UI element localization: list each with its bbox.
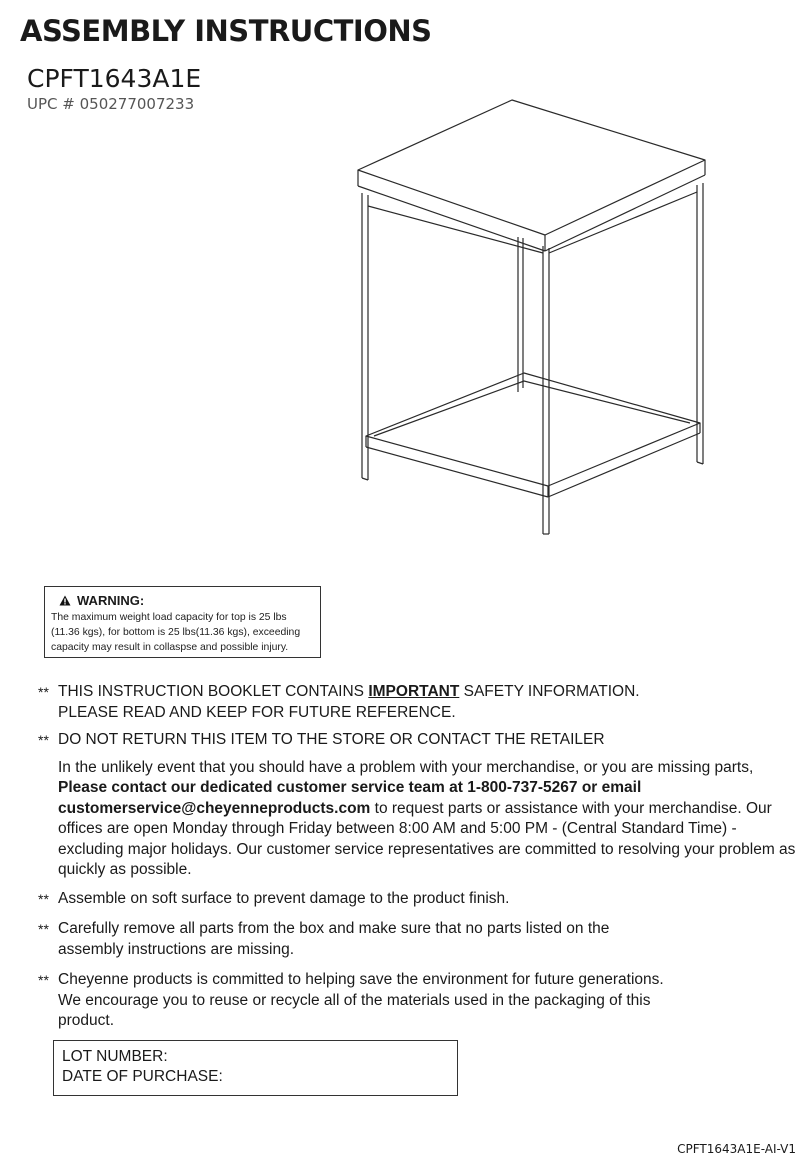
customer-service-paragraph xyxy=(38,758,798,881)
environment-text: Cheyenne products is committed to helping save the environment for future generations. We encourage you to reuse or recycle all of the materials used in the packaging of this product. xyxy=(58,971,664,1029)
note-marker: ** xyxy=(38,684,49,700)
note-marker: ** xyxy=(38,732,49,748)
warning-box xyxy=(44,586,321,658)
model-number: CPFT1643A1E xyxy=(27,64,202,93)
safety-line2: PLEASE READ AND KEEP FOR FUTURE REFERENCE. xyxy=(58,703,456,721)
warning-title: WARNING: xyxy=(77,593,145,608)
important-label: IMPORTANT xyxy=(368,683,460,700)
warning-line: (11.36 kgs), for bottom is 25 lbs(11.36 kgs), exceeding xyxy=(51,627,301,638)
soft-surface-text: Assemble on soft surface to prevent damage to the product finish. xyxy=(58,889,510,907)
safety-text-end: SAFETY INFORMATION. xyxy=(459,683,640,700)
warning-triangle-icon xyxy=(59,595,71,606)
page-title: ASSEMBLY INSTRUCTIONS xyxy=(20,14,432,48)
warning-line: capacity may result in collaspse and possible injury. xyxy=(51,642,289,653)
lot-info-box xyxy=(53,1040,458,1096)
note-soft-surface xyxy=(38,889,798,910)
note-safety xyxy=(38,682,798,723)
side-table-illustration xyxy=(350,95,720,540)
date-of-purchase-label: DATE OF PURCHASE: xyxy=(62,1068,223,1085)
upc-code: UPC # 050277007233 xyxy=(27,95,195,113)
note-remove-parts xyxy=(38,919,798,960)
instruction-notes xyxy=(38,682,798,1032)
safety-text: THIS INSTRUCTION BOOKLET CONTAINS xyxy=(58,683,369,700)
contact-rest: to request parts or assistance with your merchandise. Our offices are open Monday through Friday between 8:00 AM and 5:00 PM - (Central Standard Time) - excluding major holidays. Our customer service representatives are committed to resolving your problem as quickly as possible. xyxy=(58,799,796,878)
contact-intro: In the unlikely event that you should have a problem with your merchandise, or you are missing parts, xyxy=(58,758,754,776)
document-code: CPFT1643A1E-AI-V1 xyxy=(677,1142,796,1156)
note-marker: ** xyxy=(38,972,49,988)
note-marker: ** xyxy=(38,921,49,937)
lot-number-label: LOT NUMBER: xyxy=(62,1048,168,1065)
note-environment xyxy=(38,970,798,1032)
contact-details: Please contact our dedicated customer service team at 1-800-737-5267 or email customerservice@cheyenneproducts.com xyxy=(58,779,642,817)
remove-parts-text: Carefully remove all parts from the box and make sure that no parts listed on the assembly instructions are missing. xyxy=(58,920,610,958)
note-marker: ** xyxy=(38,890,49,907)
do-not-return-text: DO NOT RETURN THIS ITEM TO THE STORE OR CONTACT THE RETAILER xyxy=(58,731,605,748)
note-do-not-return xyxy=(38,730,798,751)
warning-line: The maximum weight load capacity for top is 25 lbs xyxy=(51,612,287,623)
